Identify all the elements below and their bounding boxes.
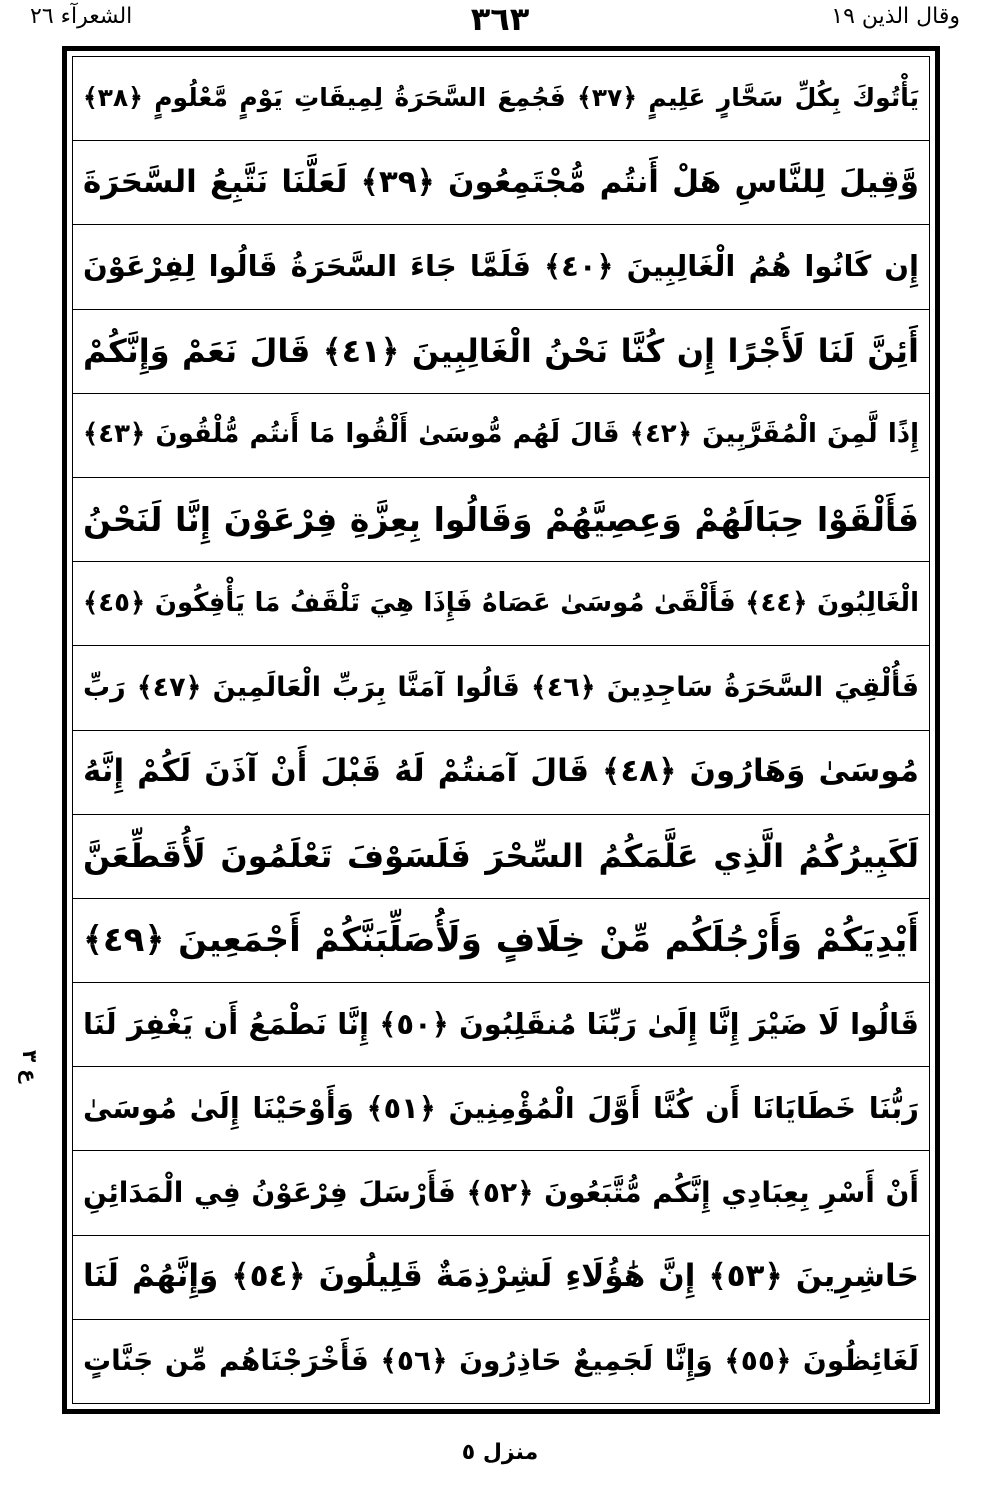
text-line: [73, 225, 929, 309]
line-text: الْغَالِبُونَ ﴿٤٤﴾ فَأَلْقَىٰ مُوسَىٰ عَصَاهُ فَإِذَا هِيَ تَلْقَفُ مَا يَأْفِكُونَ ﴿٤٥﴾: [83, 587, 919, 618]
page-frame: [62, 46, 940, 1414]
text-line: [73, 899, 929, 983]
line-text: حَاشِرِينَ ﴿٥٣﴾ إِنَّ هَٰؤُلَاءِ لَشِرْذِمَةٌ قَلِيلُونَ ﴿٥٤﴾ وَإِنَّهُمْ لَنَا: [83, 1258, 920, 1295]
line-text: رَبُّنَا خَطَايَانَا أَن كُنَّا أَوَّلَ الْمُؤْمِنِينَ ﴿٥١﴾ وَأَوْحَيْنَا إِلَىٰ مُوسَىٰ: [83, 1091, 920, 1126]
line-text: يَأْتُوكَ بِكُلِّ سَحَّارٍ عَلِيمٍ ﴿٣٧﴾ فَجُمِعَ السَّحَرَةُ لِمِيقَاتِ يَوْمٍ مَّعْلُومٍ ﴿٣٨﴾: [83, 83, 919, 113]
text-line: [73, 646, 929, 730]
page-number: ٣٦٣: [470, 0, 530, 38]
text-line: [73, 1067, 929, 1151]
line-text: أَنْ أَسْرِ بِعِبَادِي إِنَّكُم مُّتَّبَعُونَ ﴿٥٢﴾ فَأَرْسَلَ فِرْعَوْنُ فِي الْمَدَائِنِ: [83, 1175, 919, 1209]
manzil-footer: منزل ٥: [461, 1440, 539, 1465]
text-line: [73, 731, 929, 815]
text-lines: [73, 57, 929, 1403]
text-line: [73, 983, 929, 1067]
line-text: إِذًا لَّمِنَ الْمُقَرَّبِينَ ﴿٤٢﴾ قَالَ لَهُم مُّوسَىٰ أَلْقُوا مَا أَنتُم مُّلْقُونَ ﴿٤٣﴾: [83, 419, 920, 450]
text-line: [73, 141, 929, 225]
text-line: [73, 815, 929, 899]
surah-name-header: الشعرآء ٢٦: [30, 4, 133, 29]
line-text: لَكَبِيرُكُمُ الَّذِي عَلَّمَكُمُ السِّحْرَ فَلَسَوْفَ تَعْلَمُونَ لَأُقَطِّعَنَّ: [83, 836, 919, 875]
line-text: أَئِنَّ لَنَا لَأَجْرًا إِن كُنَّا نَحْنُ الْغَالِبِينَ ﴿٤١﴾ قَالَ نَعَمْ وَإِنَّكُمْ: [83, 331, 920, 370]
text-line: [73, 1320, 929, 1403]
text-line: [73, 562, 929, 646]
line-text: وَّقِيلَ لِلنَّاسِ هَلْ أَنتُم مُّجْتَمِعُونَ ﴿٣٩﴾ لَعَلَّنَا نَتَّبِعُ السَّحَرَةَ: [83, 163, 919, 200]
ruku-margin-mark: ع ٣: [18, 1050, 42, 1083]
line-text: أَيْدِيَكُمْ وَأَرْجُلَكُم مِّنْ خِلَافٍ وَلَأُصَلِّبَنَّكُمْ أَجْمَعِينَ ﴿٤٩﴾: [83, 919, 919, 960]
line-text: قَالُوا لَا ضَيْرَ إِنَّا إِلَىٰ رَبِّنَا مُنقَلِبُونَ ﴿٥٠﴾ إِنَّا نَطْمَعُ أَن يَغْفِرَ لَنَا: [83, 1006, 919, 1041]
line-text: إِن كَانُوا هُمُ الْغَالِبِينَ ﴿٤٠﴾ فَلَمَّا جَاءَ السَّحَرَةُ قَالُوا لِفِرْعَوْنَ: [83, 249, 919, 284]
text-line: [73, 57, 929, 141]
text-line: [73, 1236, 929, 1320]
line-text: فَأَلْقَوْا حِبَالَهُمْ وَعِصِيَّهُمْ وَقَالُوا بِعِزَّةِ فِرْعَوْنَ إِنَّا لَنَحْنُ: [83, 499, 919, 539]
text-area: [72, 56, 930, 1404]
text-line: [73, 310, 929, 394]
line-text: مُوسَىٰ وَهَارُونَ ﴿٤٨﴾ قَالَ آمَنتُمْ لَهُ قَبْلَ أَنْ آذَنَ لَكُمْ إِنَّهُ: [83, 753, 919, 790]
juz-name-header: وقال الذين ١٩: [831, 4, 960, 29]
text-line: [73, 394, 929, 478]
text-line: [73, 1151, 929, 1235]
line-text: لَغَائِظُونَ ﴿٥٥﴾ وَإِنَّا لَجَمِيعٌ حَاذِرُونَ ﴿٥٦﴾ فَأَخْرَجْنَاهُم مِّن جَنَّاتٍ: [83, 1344, 919, 1378]
line-text: فَأُلْقِيَ السَّحَرَةُ سَاجِدِينَ ﴿٤٦﴾ قَالُوا آمَنَّا بِرَبِّ الْعَالَمِينَ ﴿٤٧﴾ رَبِّ: [83, 672, 919, 704]
text-line: [73, 478, 929, 562]
